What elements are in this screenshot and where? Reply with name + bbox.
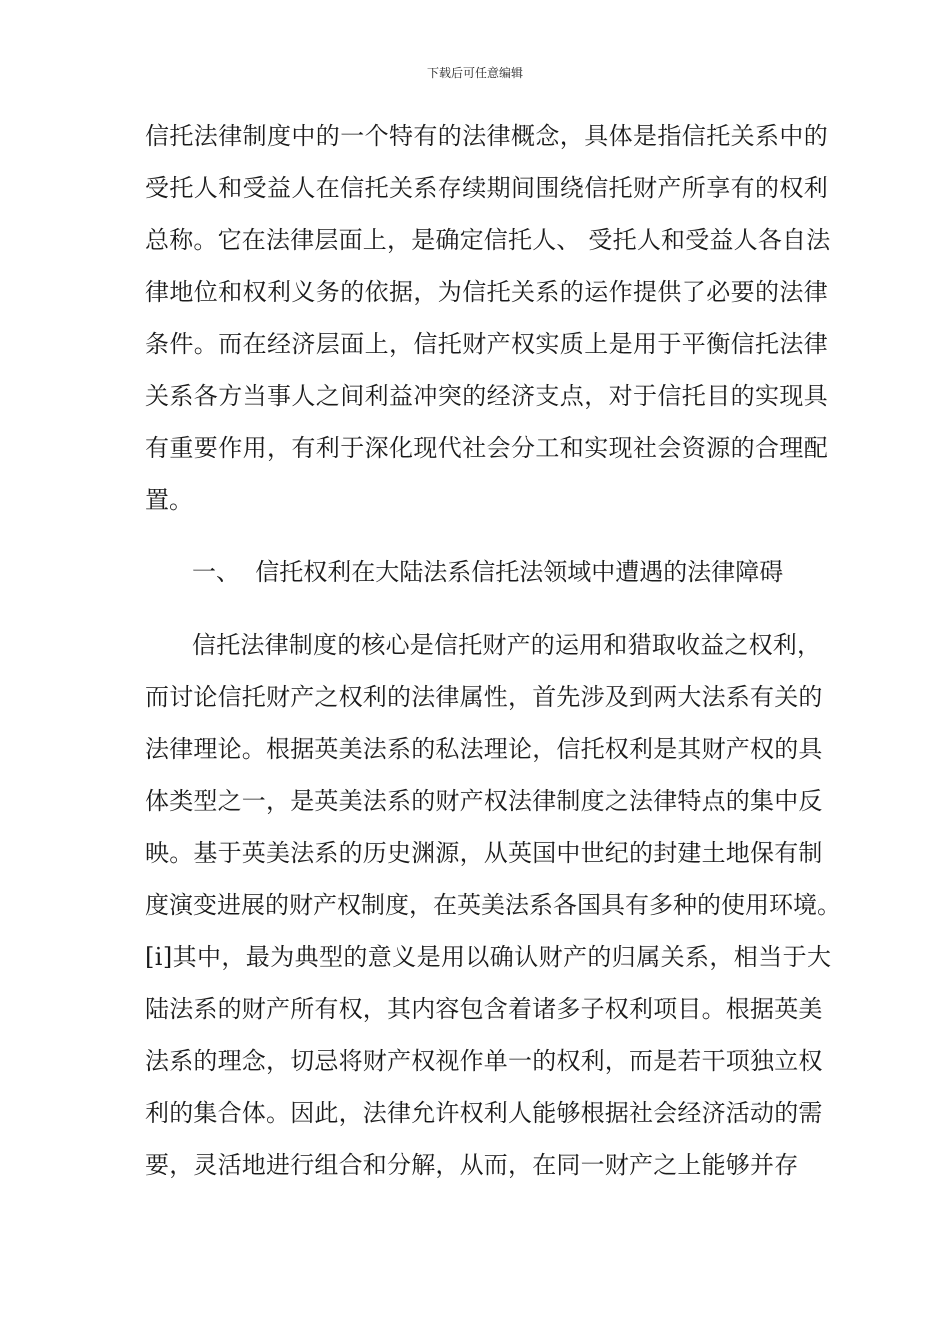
body-line: 有重要作用，有利于深化现代社会分工和实现社会资源的合理配 <box>145 434 829 462</box>
body-line: 关系各方当事人之间利益冲突的经济支点，对于信托目的实现具 <box>145 382 829 410</box>
body-line: 法系的理念，切忌将财产权视作单一的权利，而是若干项独立权 <box>145 1047 823 1075</box>
body-line: 要，灵活地进行组合和分解，从而，在同一财产之上能够并存 <box>145 1151 799 1179</box>
body-line: 而讨论信托财产之权利的法律属性，首先涉及到两大法系有关的 <box>145 683 823 711</box>
section-heading: 一、 信托权利在大陆法系信托法领域中遭遇的法律障碍 <box>192 558 784 586</box>
body-line: 律地位和权利义务的依据，为信托关系的运作提供了必要的法律 <box>145 278 829 306</box>
body-line: [i]其中，最为典型的意义是用以确认财产的归属关系，相当于大 <box>145 943 832 971</box>
body-line: 陆法系的财产所有权，其内容包含着诸多子权利项目。根据英美 <box>145 995 823 1023</box>
body-line: 利的集合体。因此，法律允许权利人能够根据社会经济活动的需 <box>145 1099 823 1127</box>
body-line: 信托法律制度的核心是信托财产的运用和猎取收益之权利， <box>192 631 822 659</box>
body-line: 条件。而在经济层面上，信托财产权实质上是用于平衡信托法律 <box>145 330 829 358</box>
body-line: 度演变进展的财产权制度，在英美法系各国具有多种的使用环境。 <box>145 891 841 919</box>
body-line: 受托人和受益人在信托关系存续期间围绕信托财产所享有的权利 <box>145 174 829 202</box>
body-line: 总称。它在法律层面上，是确定信托人、 受托人和受益人各自法 <box>145 226 831 254</box>
body-line: 体类型之一，是英美法系的财产权法律制度之法律特点的集中反 <box>145 787 823 815</box>
page-header: 下载后可任意编辑 <box>426 66 523 80</box>
body-line: 映。基于英美法系的历史渊源，从英国中世纪的封建土地保有制 <box>145 839 823 867</box>
body-line: 信托法律制度中的一个特有的法律概念，具体是指信托关系中的 <box>145 122 829 150</box>
body-line: 法律理论。根据英美法系的私法理论，信托权利是其财产权的具 <box>145 735 823 763</box>
body-line: 置。 <box>145 486 193 514</box>
